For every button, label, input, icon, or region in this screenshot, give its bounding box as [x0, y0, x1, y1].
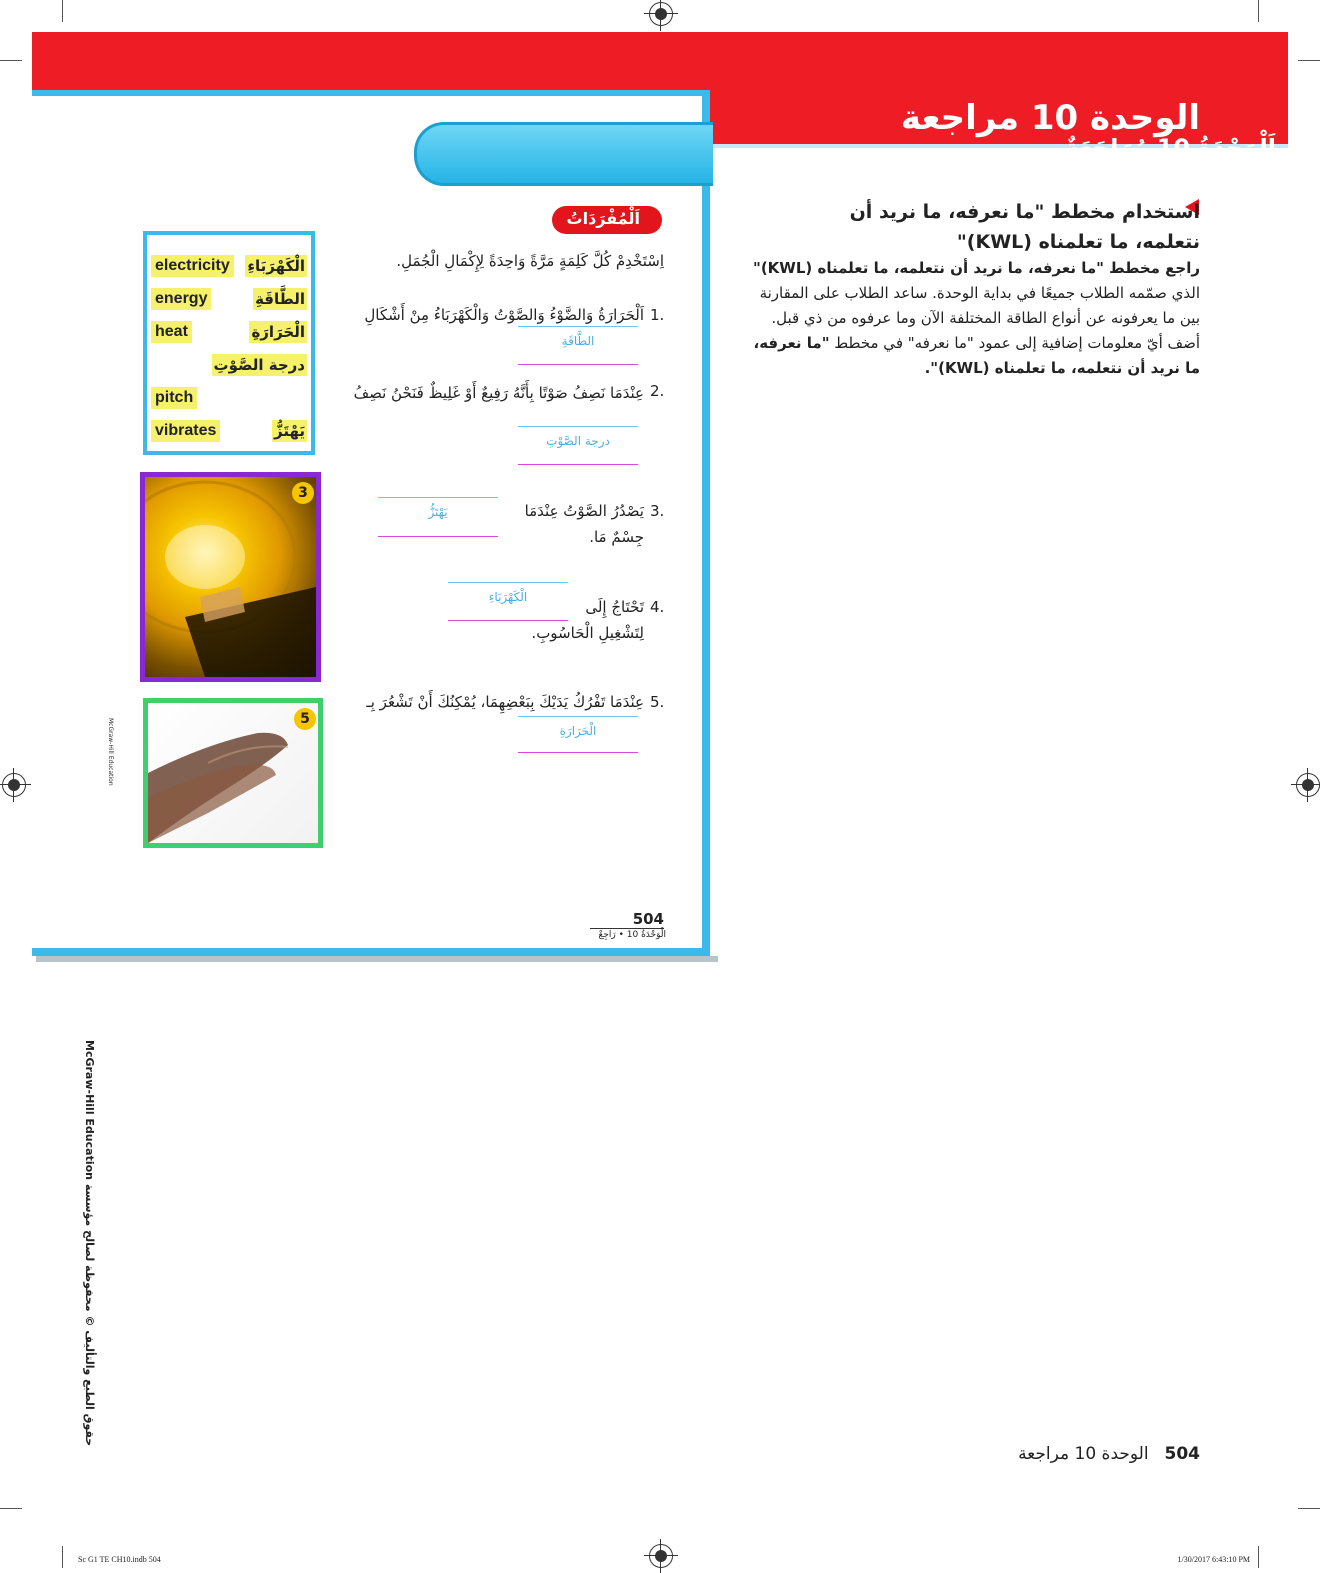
answer-line	[518, 752, 638, 753]
page-shadow	[36, 956, 718, 962]
answer-text: الطَّاقَةِ	[561, 334, 595, 348]
registration-mark-icon	[649, 2, 673, 26]
footer-page-number: 504	[1164, 1444, 1200, 1464]
cymbal-photo	[140, 472, 321, 682]
crop-mark	[62, 1546, 63, 1568]
student-page-number: 504	[590, 910, 664, 929]
question-number: 1.	[650, 306, 665, 324]
photo-badge: 5	[294, 708, 316, 730]
footer-unit-title: الوحدة 10 مراجعة	[1018, 1444, 1149, 1464]
answer-guide-line	[518, 326, 638, 327]
print-slug-file: Sc G1 TE CH10.indb 504	[78, 1555, 161, 1564]
answer-guide-line	[518, 716, 638, 717]
answer-line	[518, 364, 638, 365]
banner-title: الوحدة 10 مراجعة	[900, 98, 1200, 138]
question-text: عِنْدَمَا تَفْرُكُ يَدَيْكَ بِبَعْضِهِمَا، يُمْكِنُكَ أَنْ تَشْعُرَ بِـ	[366, 693, 644, 711]
vocabulary-label	[552, 206, 662, 234]
vocab-english: pitch	[151, 387, 197, 409]
vocab-arabic: الطَّاقَةِ	[255, 290, 305, 308]
vocab-english: electricity	[151, 255, 234, 277]
vocab-arabic: الْكَهْرَبَاءِ	[247, 257, 305, 275]
answer-guide-line	[448, 582, 568, 583]
vocab-english: energy	[151, 288, 211, 310]
copyright-credit: McGraw-Hill Education حقوق الطبع والتأليف © محفوظة لصالح مؤسسة	[83, 1040, 96, 1447]
vocab-english: heat	[151, 321, 192, 343]
clapping-hands-photo	[143, 698, 323, 848]
crop-mark	[0, 60, 22, 61]
vocab-row	[151, 321, 307, 343]
vocab-row	[151, 387, 307, 409]
vocab-english: vibrates	[151, 420, 220, 442]
note-heading: استخدام مخطط "ما نعرفه، ما نريد أن نتعلمه، ما تعلمناه (KWL)"	[849, 201, 1200, 253]
crop-mark	[1258, 1546, 1259, 1568]
vocab-arabic: الْحَرَارَةِ	[251, 323, 305, 341]
photo-badge: 3	[292, 482, 314, 504]
answer-line	[378, 536, 498, 537]
question-number: 4.	[650, 598, 665, 616]
registration-mark-icon	[2, 773, 26, 797]
cymbal-illustration	[145, 477, 316, 677]
vocabulary-label-text: اَلْمُفْرَدَاتُ	[566, 209, 640, 228]
crop-mark	[62, 0, 63, 22]
crop-mark	[1298, 1508, 1320, 1509]
crop-mark	[0, 1508, 22, 1509]
vocab-arabic: يَهْتَزُّ	[274, 422, 305, 440]
note-body	[750, 256, 1200, 381]
print-slug-date: 1/30/2017 6:43:10 PM	[1177, 1555, 1250, 1564]
registration-mark-icon	[1296, 773, 1320, 797]
hands-illustration	[148, 703, 318, 843]
answer-text: درجة الصَّوْتِ	[546, 434, 610, 448]
question-text: عِنْدَمَا نَصِفُ صَوْتًا بِأَنَّهُ رَفِيعٌ أَوْ غَلِيظٌ فَنَحْنُ نَصِفُ	[353, 384, 644, 402]
registration-mark-icon	[649, 1544, 673, 1568]
answer-line	[448, 620, 568, 621]
question-number: 2.	[650, 382, 665, 400]
question-text-continued: لِتَشْغِيلِ الْحَاسُوبِ.	[531, 624, 644, 642]
crop-mark	[1258, 0, 1259, 22]
instructions: اِسْتَخْدِمْ كُلَّ كَلِمَةٍ مَرَّةً وَاحِدَةً لِإِكْمَالِ الْجُمَلِ.	[396, 252, 664, 270]
note-body-bold: "ما نعرفه، ما نريد أن نتعلمه، ما تعلمناه (KWL)".	[753, 334, 1200, 377]
vocab-arabic: درجة الصَّوْتِ	[213, 356, 305, 374]
question-number: 3.	[650, 502, 665, 520]
crop-mark	[1298, 60, 1320, 61]
answer-text: الْحَرَارَةِ	[559, 724, 597, 738]
note-body-text: الذي صمّمه الطلاب جميعًا في بداية الوحدة. ساعد الطلاب على المقارنة بين ما يعرفونه عن أنواع الطاقة المختلفة الآن وما عرفوه من ذي قبل. أضف أيّ معلومات إضافية إلى عمود "ما نعرفه" في مخطط	[759, 284, 1200, 352]
student-page-caption: الْوَحْدَةُ 10 • رَاجِعْ	[598, 930, 666, 940]
question-text: اَلْحَرَارَةُ وَالضَّوْءُ وَالصَّوْتُ وَالْكَهْرَبَاءُ مِنْ أَشْكَالِ	[364, 306, 644, 324]
question-text: تَحْتَاجُ إِلَى	[585, 598, 644, 616]
question-number: 5.	[650, 693, 665, 711]
answer-guide-line	[378, 497, 498, 498]
vocab-row	[151, 288, 307, 310]
answer-line	[518, 464, 638, 465]
page-footer	[1018, 1444, 1200, 1464]
page-title-tab	[414, 122, 713, 186]
question-text: يَصْدُرُ الصَّوْتُ عِنْدَمَا	[524, 502, 644, 520]
vocab-row	[151, 354, 307, 376]
vocabulary-box	[143, 231, 315, 455]
answer-guide-line	[518, 426, 638, 427]
vocab-row	[151, 255, 307, 277]
question-text-continued: جِسْمٌ مَا.	[589, 528, 644, 546]
vocab-row	[151, 420, 307, 442]
answer-text: الْكَهْرَبَاءِ	[488, 590, 528, 604]
side-publisher-credit: McGraw-Hill Education	[107, 718, 114, 786]
answer-text: يَهْتَزُّ	[428, 505, 448, 519]
page-title: اَلْوَحْدَةُ 10 مُرَاجَعَةٌ	[1064, 134, 1276, 162]
note-body-bold: راجع مخطط "ما نعرفه، ما نريد أن نتعلمه، ما تعلمناه (KWL)"	[753, 259, 1200, 277]
